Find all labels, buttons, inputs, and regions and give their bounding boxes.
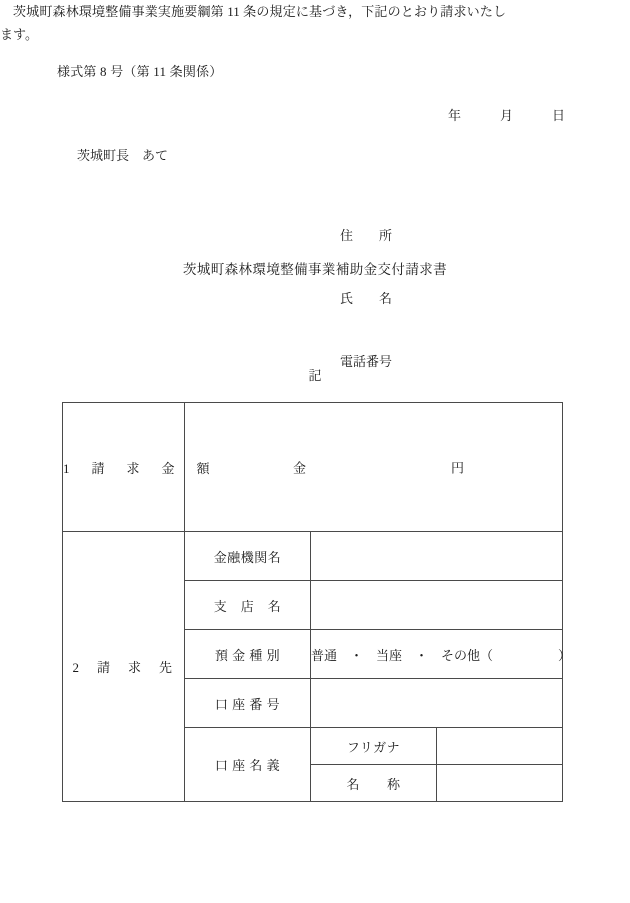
account-number-label-cell: 口 座 番 号 [185, 679, 311, 728]
claim-table [62, 402, 572, 802]
document-title: 茨城町森林環境整備事業補助金交付請求書 [182, 262, 448, 277]
bank-name-label-cell: 金融機関名 [185, 532, 311, 581]
amount-value-cell[interactable] [185, 403, 563, 532]
table-row-amount [63, 403, 563, 532]
applicant-name-label: 氏 名 [340, 291, 393, 306]
addressee-line: 茨城町長 あて [77, 148, 169, 163]
body-paragraph: 茨城町森林環境整備事業実施要綱第 11 条の規定に基づき，下記のとおり請求いたします。 [0, 4, 506, 42]
account-holder-label-cell: 口 座 名 義 [185, 728, 311, 802]
ki-marker: 記 [308, 368, 322, 383]
payee-label-cell: 2 請 求 先 [63, 532, 185, 802]
deposit-type-value-cell[interactable]: 普通 ・ 当座 ・ その他（ ） [311, 630, 563, 679]
account-holder-kana-value-cell[interactable] [437, 728, 563, 765]
account-holder-name-value-cell[interactable] [437, 765, 563, 802]
account-holder-kana-label-cell: フリガナ [311, 728, 437, 765]
applicant-address-label: 住 所 [340, 228, 393, 243]
form-number: 様式第 8 号（第 11 条関係） [57, 64, 223, 79]
currency-prefix: 金 [293, 460, 307, 476]
currency-unit: 円 [451, 460, 465, 476]
amount-label-cell: 1 請 求 金 額 [63, 403, 185, 532]
amount-inner [185, 403, 562, 531]
branch-name-label-cell: 支 店 名 [185, 581, 311, 630]
account-number-value-cell[interactable] [311, 679, 563, 728]
branch-name-value-cell[interactable] [311, 581, 563, 630]
applicant-phone-label: 電話番号 [340, 354, 393, 369]
date-line: 年 月 日 [447, 108, 565, 123]
account-holder-name-label-cell: 名 称 [311, 765, 437, 802]
table-row-bank-name [63, 532, 563, 581]
deposit-type-label-cell: 預 金 種 別 [185, 630, 311, 679]
bank-name-value-cell[interactable] [311, 532, 563, 581]
